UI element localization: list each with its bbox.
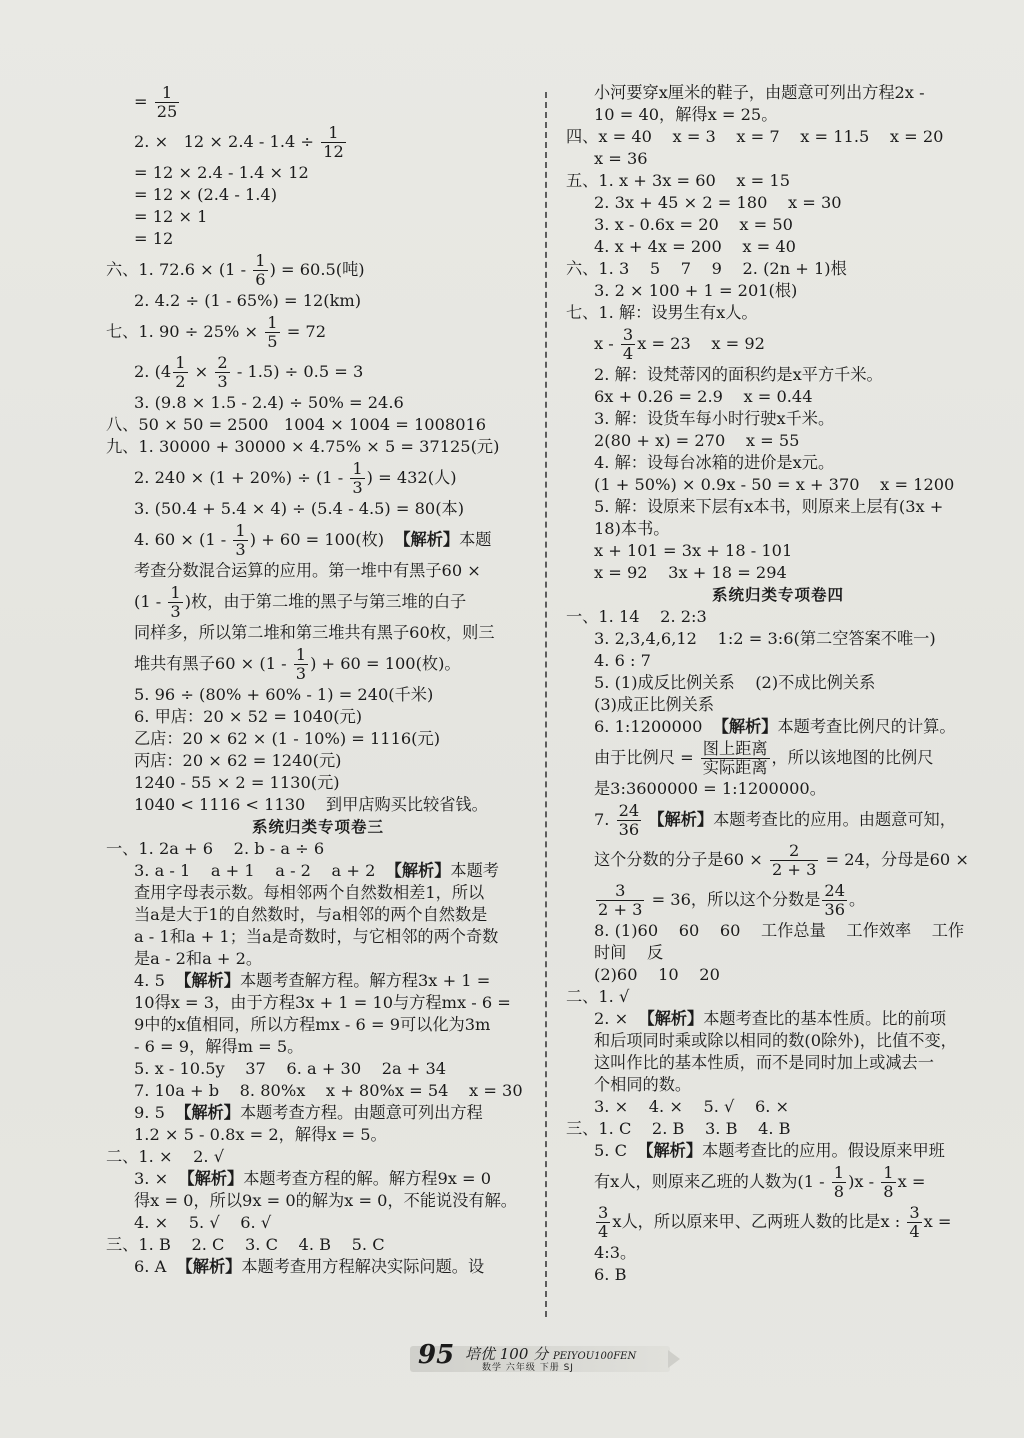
answer-line: 4. x + 4x = 200 x = 40 bbox=[594, 237, 796, 256]
analysis-tag: 【解析】 bbox=[178, 1169, 244, 1188]
fraction: $\frac{3}{4}$ bbox=[622, 325, 634, 363]
brand-title: 培优 100 分 PEIYOU100FEN bbox=[465, 1345, 637, 1363]
fraction: $\frac{24}{36}$ bbox=[618, 801, 640, 839]
fraction: $\frac{1}{3}$ bbox=[352, 459, 363, 497]
analysis-tag: 【解析】 bbox=[175, 1103, 240, 1122]
answer-line: = $\frac{1}{25}$ bbox=[134, 83, 178, 121]
answer-line: 2(80 + x) = 270 x = 55 bbox=[594, 431, 800, 450]
answer-line: 18)本书。 bbox=[594, 519, 670, 538]
answer-line: 5. C 【解析】本题考查比的应用。假设原来甲班 bbox=[594, 1141, 945, 1160]
answer-line: 六、1. 72.6 × (1 - $\frac{1}{6}$ ) = 60.5(吨) bbox=[106, 251, 365, 289]
answer-line: (3)成正比例关系 bbox=[594, 695, 715, 714]
fraction: $\frac{1}{8}$ bbox=[833, 1163, 845, 1201]
fraction: $\frac{1}{12}$ bbox=[323, 123, 344, 161]
answer-line: 2. 解：设梵蒂冈的面积约是x平方千米。 bbox=[594, 365, 883, 384]
answer-line: 7. $\frac{24}{36}$ 【解析】本题考查比的应用。由题意可知， bbox=[594, 801, 956, 839]
answer-line: 4. × 5. √ 6. √ bbox=[134, 1213, 272, 1232]
answer-line: - 6 = 9，解得m = 5。 bbox=[134, 1037, 304, 1056]
answer-line: 一、1. 14 2. 2:3 bbox=[566, 607, 707, 626]
answer-line: 3. 2,3,4,6,12 1:2 = 3:6(第二空答案不唯一) bbox=[594, 629, 936, 648]
analysis-tag: 【解析】 bbox=[175, 971, 240, 990]
answer-line: 6. 1:1200000 【解析】本题考查比例尺的计算。 bbox=[594, 717, 956, 736]
fraction: $\frac{1}{5}$ bbox=[267, 313, 278, 351]
answer-line: 9. 5 【解析】本题考查方程。由题意可列出方程 bbox=[134, 1103, 483, 1122]
answer-line: 9中的x值相同，所以方程mx - 6 = 9可以化为3m bbox=[134, 1015, 491, 1034]
fraction: $\frac{1}{6}$ bbox=[255, 251, 266, 289]
fraction: $\frac{2}{3}$ bbox=[217, 353, 228, 391]
answer-line: 10 = 40，解得x = 25。 bbox=[594, 105, 778, 124]
answer-line: 时间 反 bbox=[594, 943, 664, 962]
answer-line: 得x = 0，所以9x = 0的解为x = 0，不能说没有解。 bbox=[134, 1191, 517, 1210]
answer-line: (1 - $\frac{1}{3}$ )枚，由于第二堆的黑子与第三堆的白子 bbox=[134, 583, 467, 621]
answer-line: 5. 解：设原来下层有x本书，则原来上层有(3x + bbox=[594, 497, 944, 516]
fraction: $\frac{1}{2}$ bbox=[175, 353, 186, 391]
analysis-tag: 【解析】 bbox=[385, 861, 451, 880]
fraction: $\frac{1}{25}$ bbox=[156, 83, 178, 121]
answer-line: 3. × 4. × 5. √ 6. × bbox=[594, 1097, 790, 1116]
analysis-tag: 【解析】 bbox=[648, 810, 714, 829]
answer-line: 四、x = 40 x = 3 x = 7 x = 11.5 x = 20 bbox=[566, 127, 944, 146]
answer-line: 4. 60 × (1 - $\frac{1}{3}$ ) + 60 = 100(枚) 【解析】本题 bbox=[134, 521, 492, 559]
fraction: $\frac{2}{2 + 3}$ bbox=[771, 841, 817, 879]
answer-line: 2. × 12 × 2.4 - 1.4 ÷ $\frac{1}{12}$ bbox=[134, 123, 344, 161]
answer-line: 6. B bbox=[594, 1265, 627, 1284]
answer-line: 同样多，所以第二堆和第三堆共有黑子60枚，则三 bbox=[134, 623, 495, 642]
answer-line: (2)60 10 20 bbox=[594, 965, 720, 984]
page-footer bbox=[410, 1340, 690, 1376]
fraction: $\frac{3}{4}$ bbox=[909, 1203, 920, 1241]
answer-line: 考查分数混合运算的应用。第一堆中有黑子60 × bbox=[134, 561, 481, 580]
fraction: $\frac{24}{36}$ bbox=[824, 881, 846, 919]
answer-line: 由于比例尺 = $\frac{\text{图上距离}}{\text{实际距离}}$ ，所以该地图的比例尺 bbox=[594, 739, 934, 777]
answer-line: 有x人，则原来乙班的人数为(1 - $\frac{1}{8}$ )x - $\frac{1}{8}$ x = bbox=[594, 1163, 926, 1201]
answer-line: 7. 10a + b 8. 80%x x + 80%x = 54 x = 30 bbox=[134, 1081, 523, 1100]
footer-subtitle: 数学 六年级 下册 SJ bbox=[482, 1363, 574, 1373]
answer-line: $\frac{3}{2 + 3}$ = 36，所以这个分数是 $\frac{24}{36}$ 。 bbox=[598, 881, 866, 919]
answer-line: 5. x - 10.5y 37 6. a + 30 2a + 34 bbox=[134, 1059, 447, 1078]
answer-line: 2. 240 × (1 + 20%) ÷ (1 - $\frac{1}{3}$ ) = 432(人) bbox=[134, 459, 457, 497]
fraction: $\frac{1}{3}$ bbox=[170, 583, 181, 621]
fraction: $\frac{1}{3}$ bbox=[235, 521, 246, 559]
answer-line: $\frac{3}{4}$ x人，所以原来甲、乙两班人数的比是x : $\frac{3}{4}$ x = bbox=[598, 1203, 952, 1241]
answer-line: 二、1. √ bbox=[566, 987, 630, 1006]
answer-line: 和后项同时乘或除以相同的数(0除外)，比值不变， bbox=[594, 1031, 957, 1050]
answer-line: 三、1. B 2. C 3. C 4. B 5. C bbox=[106, 1235, 385, 1254]
answer-line: 六、1. 3 5 7 9 2. (2n + 1)根 bbox=[566, 259, 847, 278]
answer-line: 4:3。 bbox=[594, 1243, 637, 1262]
answer-line: 八、50 × 50 = 2500 1004 × 1004 = 1008016 bbox=[106, 415, 487, 434]
section-title: 系统归类专项卷四 bbox=[711, 586, 844, 604]
page-number: 95 bbox=[418, 1340, 455, 1370]
answer-line: 1.2 × 5 - 0.8x = 2，解得x = 5。 bbox=[134, 1125, 387, 1144]
answer-line: = 12 × 1 bbox=[134, 207, 208, 226]
analysis-tag: 【解析】 bbox=[637, 1141, 703, 1160]
answer-line: 1040 < 1116 < 1130 到甲店购买比较省钱。 bbox=[134, 795, 488, 814]
answer-line: 小河要穿x厘米的鞋子，由题意可列出方程2x - bbox=[594, 83, 925, 102]
answer-line: 七、1. 解：设男生有x人。 bbox=[566, 303, 758, 322]
answer-line: 堆共有黑子60 × (1 - $\frac{1}{3}$ ) + 60 = 100(枚)。 bbox=[134, 645, 461, 683]
fraction: $\frac{\text{图上距离}}{\text{实际距离}}$ bbox=[702, 739, 768, 777]
answer-line: 4. 5 【解析】本题考查解方程。解方程3x + 1 = bbox=[134, 971, 491, 990]
answer-line: 一、1. 2a + 6 2. b - a ÷ 6 bbox=[106, 839, 325, 858]
column-divider bbox=[545, 92, 547, 1317]
section-title: 系统归类专项卷三 bbox=[251, 818, 384, 836]
answer-line: 七、1. 90 ÷ 25% × $\frac{1}{5}$ = 72 bbox=[106, 313, 327, 351]
answer-line: 是3:3600000 = 1:1200000。 bbox=[594, 779, 826, 798]
answer-line: 是a - 2和a + 2。 bbox=[134, 949, 263, 968]
answer-line: 3. x - 0.6x = 20 x = 50 bbox=[594, 215, 793, 234]
fraction: $\frac{1}{8}$ bbox=[883, 1163, 894, 1201]
answer-line: 乙店：20 × 62 × (1 - 10%) = 1116(元) bbox=[134, 729, 441, 748]
answer-line: = 12 bbox=[134, 229, 174, 248]
answer-line: (1 + 50%) × 0.9x - 50 = x + 370 x = 1200 bbox=[594, 475, 955, 494]
analysis-tag: 【解析】 bbox=[712, 717, 778, 736]
answer-line: x - $\frac{3}{4}$ x = 23 x = 92 bbox=[594, 325, 765, 363]
answer-line: x = 92 3x + 18 = 294 bbox=[594, 563, 787, 582]
analysis-tag: 【解析】 bbox=[638, 1009, 704, 1028]
footer-arrow-icon bbox=[668, 1350, 680, 1368]
answer-line: 1240 - 55 × 2 = 1130(元) bbox=[134, 773, 340, 792]
answer-line: 2. × 【解析】本题考查比的基本性质。比的前项 bbox=[594, 1009, 947, 1028]
answer-line: 8. (1)60 60 60 工作总量 工作效率 工作 bbox=[594, 921, 965, 940]
answer-line: a - 1和a + 1；当a是奇数时，与它相邻的两个奇数 bbox=[134, 927, 499, 946]
answer-line: 3. 2 × 100 + 1 = 201(根) bbox=[594, 281, 798, 300]
answer-line: 丙店：20 × 62 = 1240(元) bbox=[134, 751, 342, 770]
answer-line: 6. 甲店：20 × 52 = 1040(元) bbox=[134, 707, 363, 726]
answer-line: 查用字母表示数。每相邻两个自然数相差1，所以 bbox=[134, 883, 485, 902]
answer-line: 3. a - 1 a + 1 a - 2 a + 2 【解析】本题考 bbox=[134, 861, 499, 880]
answer-line: 3. (9.8 × 1.5 - 2.4) ÷ 50% = 24.6 bbox=[134, 393, 404, 412]
answer-line: 5. (1)成反比例关系 (2)不成比例关系 bbox=[594, 673, 876, 692]
answer-line: 个相同的数。 bbox=[594, 1075, 692, 1094]
fraction: $\frac{3}{4}$ bbox=[598, 1203, 609, 1241]
answer-line: = 12 × 2.4 - 1.4 × 12 bbox=[134, 163, 309, 182]
analysis-tag: 【解析】 bbox=[394, 530, 460, 549]
answer-line: 10得x = 3，由于方程3x + 1 = 10与方程mx - 6 = bbox=[134, 993, 511, 1012]
answer-line: 2. 3x + 45 × 2 = 180 x = 30 bbox=[594, 193, 842, 212]
answer-line: = 12 × (2.4 - 1.4) bbox=[134, 185, 278, 204]
answer-line: 当a是大于1的自然数时，与a相邻的两个自然数是 bbox=[134, 905, 488, 924]
answer-line: x = 36 bbox=[594, 149, 648, 168]
left-column bbox=[106, 82, 530, 1278]
answer-line: 4. 6 : 7 bbox=[594, 651, 651, 670]
answer-line: 6x + 0.26 = 2.9 x = 0.44 bbox=[594, 387, 813, 406]
answer-line: 3. 解：设货车每小时行驶x千米。 bbox=[594, 409, 835, 428]
answer-line: 3. (50.4 + 5.4 × 4) ÷ (5.4 - 4.5) = 80(本) bbox=[134, 499, 465, 518]
answer-line: x + 101 = 3x + 18 - 101 bbox=[594, 541, 793, 560]
fraction: $\frac{1}{3}$ bbox=[295, 645, 307, 683]
answer-line: 三、1. C 2. B 3. B 4. B bbox=[566, 1119, 791, 1138]
answer-line: 这个分数的分子是60 × $\frac{2}{2 + 3}$ = 24，分母是60 × bbox=[594, 841, 969, 879]
answer-line: 这叫作比的基本性质，而不是同时加上或减去一 bbox=[594, 1053, 934, 1072]
answer-line: 2. (4 $\frac{1}{2}$ × $\frac{2}{3}$ - 1.5) ÷ 0.5 = 3 bbox=[134, 353, 364, 391]
analysis-tag: 【解析】 bbox=[176, 1257, 242, 1276]
answer-line: 五、1. x + 3x = 60 x = 15 bbox=[566, 171, 790, 190]
answer-line: 3. × 【解析】本题考查方程的解。解方程9x = 0 bbox=[134, 1169, 492, 1188]
right-column bbox=[566, 82, 990, 1286]
answer-line: 4. 解：设每台冰箱的进价是x元。 bbox=[594, 453, 835, 472]
answer-line: 2. 4.2 ÷ (1 - 65%) = 12(km) bbox=[134, 291, 362, 310]
answer-line: 九、1. 30000 + 30000 × 4.75% × 5 = 37125(元) bbox=[106, 437, 500, 456]
fraction: $\frac{3}{2 + 3}$ bbox=[598, 881, 643, 919]
answer-line: 5. 96 ÷ (80% + 60% - 1) = 240(千米) bbox=[134, 685, 434, 704]
answer-line: 二、1. × 2. √ bbox=[106, 1147, 225, 1166]
answer-line: 6. A 【解析】本题考查用方程解决实际问题。设 bbox=[134, 1257, 485, 1276]
